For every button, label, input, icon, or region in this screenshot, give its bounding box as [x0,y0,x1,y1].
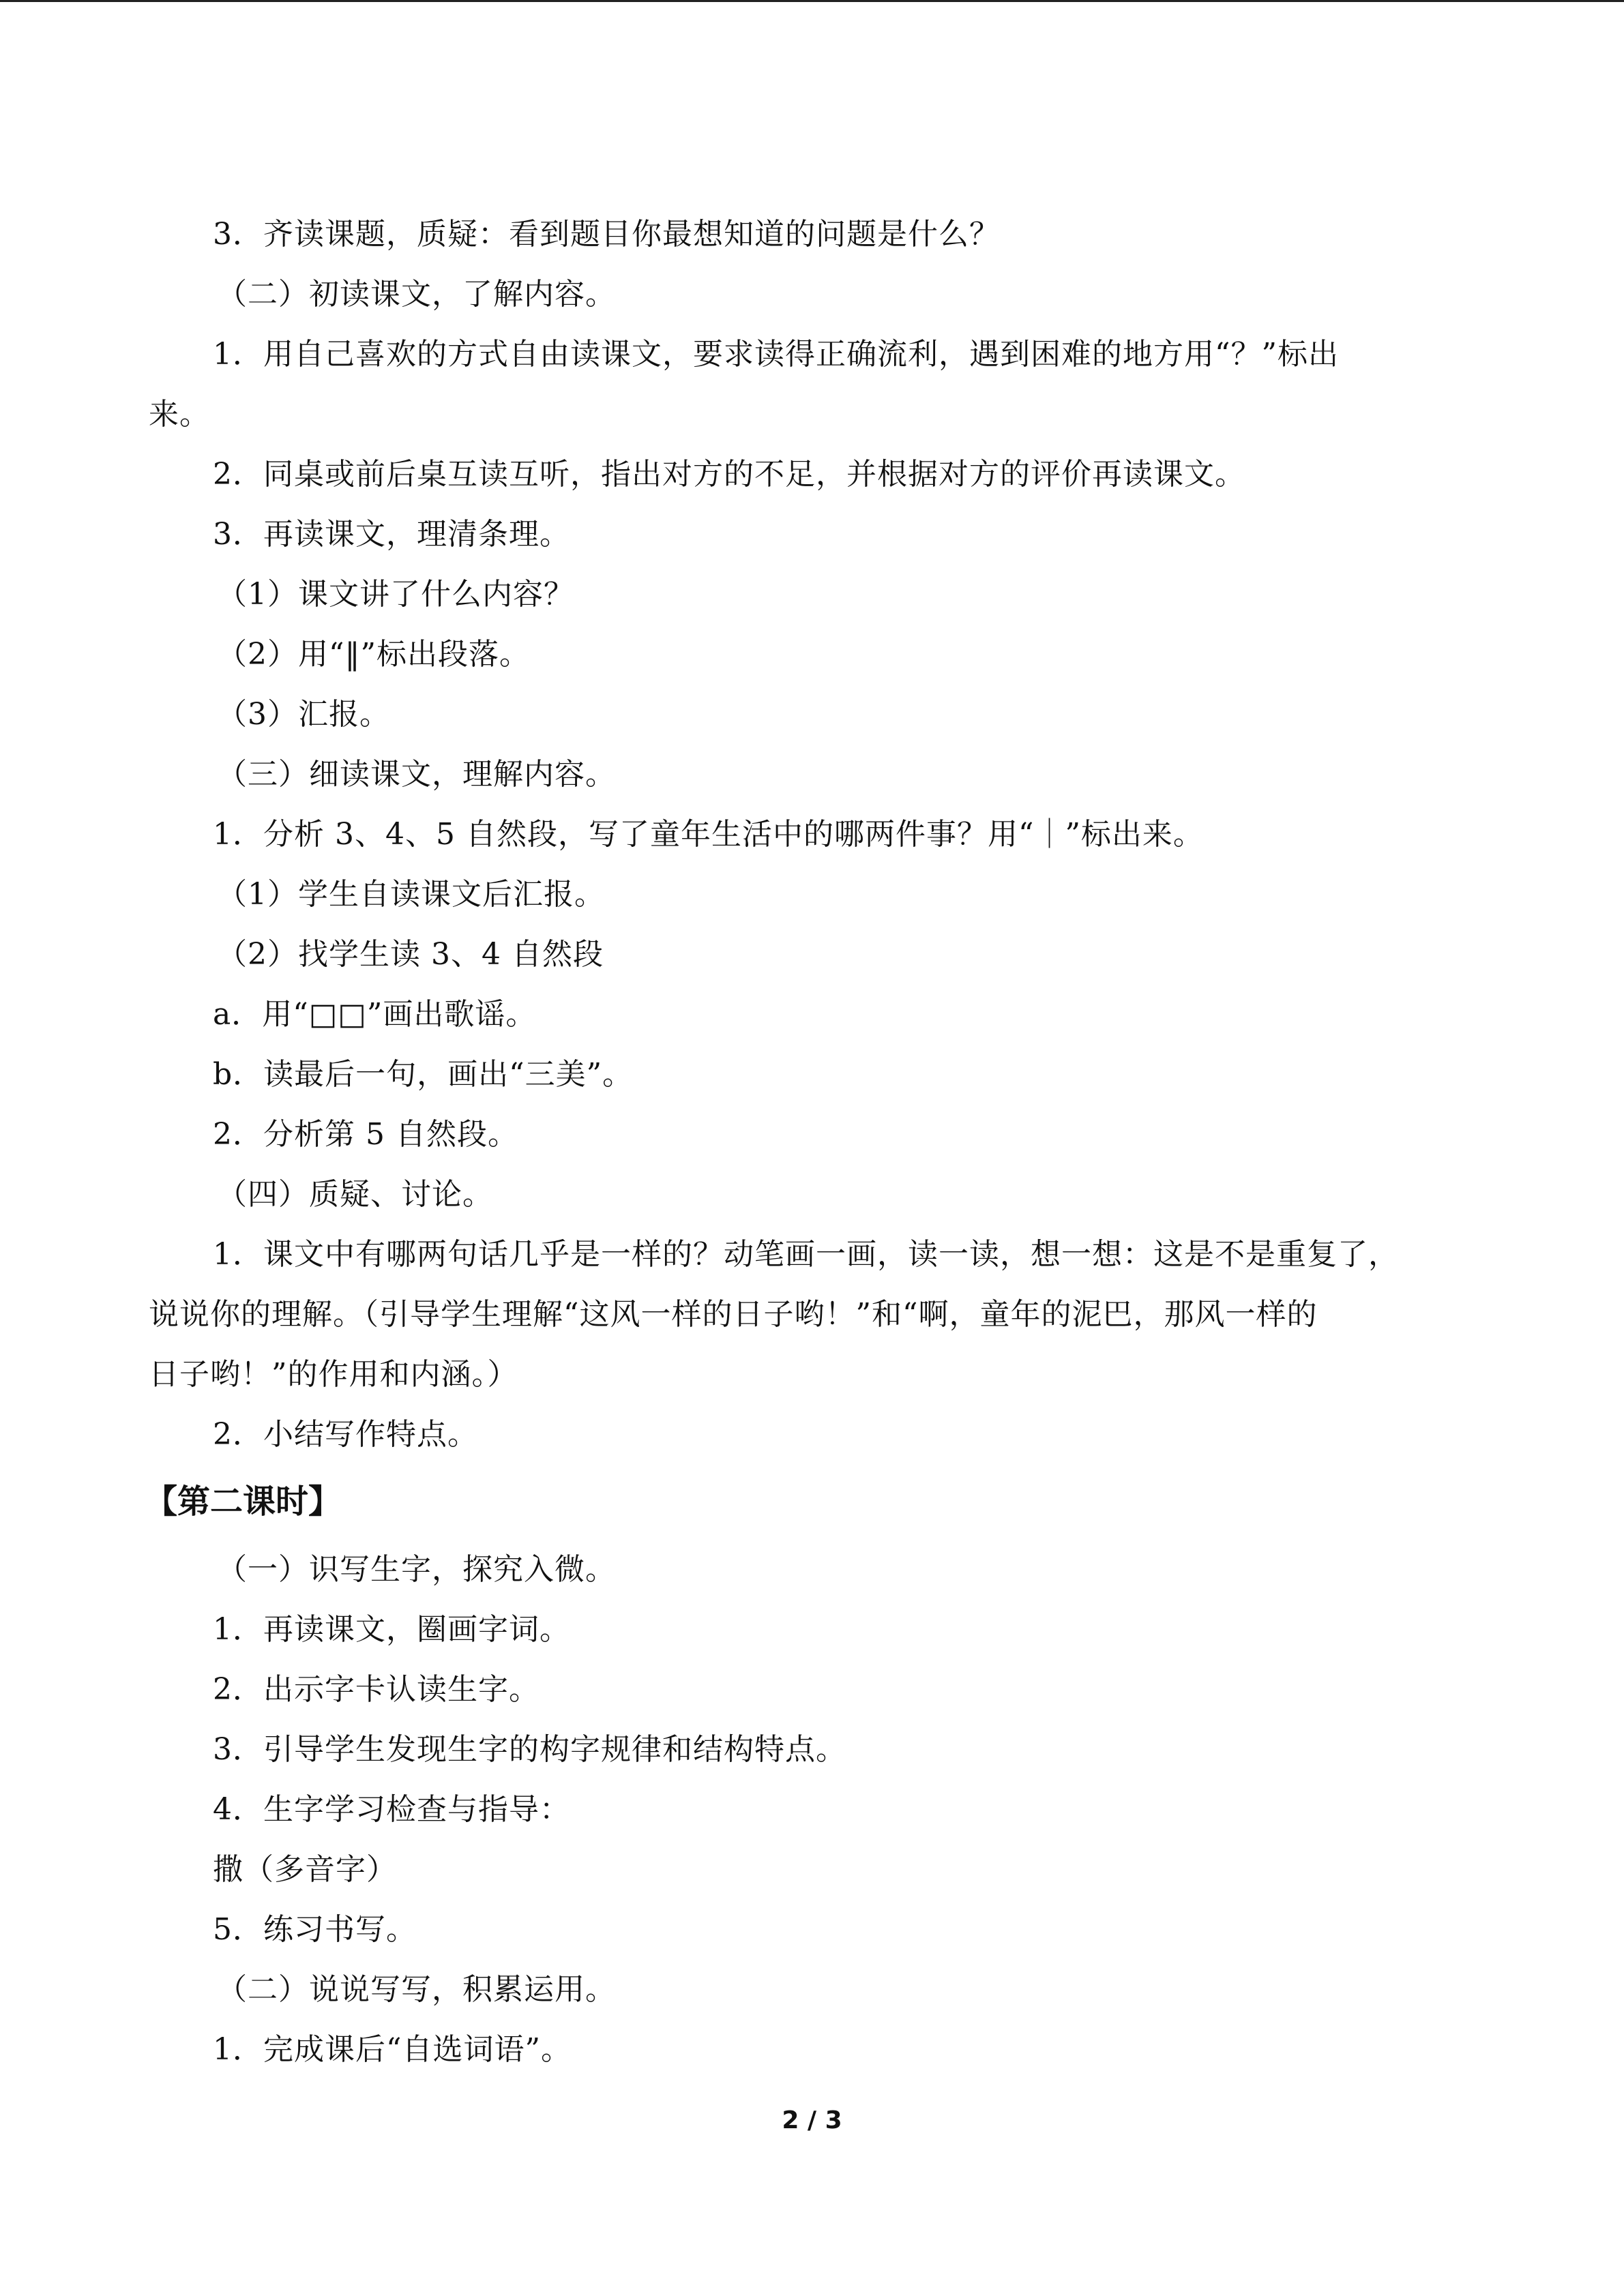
text-line: （3）汇报。 [217,697,390,732]
text-line: 1．再读课文，圈画字词。 [213,1612,570,1647]
text-line: 3．再读课文，理清条理。 [213,517,570,552]
text-line: 2．同桌或前后桌互读互听，指出对方的不足，并根据对方的评价再读课文。 [213,457,1245,492]
subsection-title: （一）识写生字，探究入微。 [217,1552,616,1587]
text-line: （2）用“‖”标出段落。 [217,637,530,672]
text-line: a．用“□□”画出歌谣。 [213,997,537,1032]
text-line: 1．课文中有哪两句话几乎是一样的？动笔画一画，读一读，想一想：这是不是重复了， [213,1237,1399,1272]
text-line-continuation: 来。 [149,397,210,432]
subsection-title: （三）细读课文，理解内容。 [217,757,616,792]
text-line-continuation: 日子哟！”的作用和内涵。） [149,1357,518,1392]
subsection-title: （二）说说写写，积累运用。 [217,1972,616,2007]
text-line: b．读最后一句，画出“三美”。 [213,1057,634,1092]
section-heading: 【第二课时】 [145,1482,342,1521]
text-line: 撒（多音字） [213,1852,397,1887]
text-line: 3．齐读课题，质疑：看到题目你最想知道的问题是什么？ [213,217,1000,252]
subsection-title: （四）质疑、讨论。 [217,1177,493,1212]
text-line: 1．完成课后“自选词语”。 [213,2032,572,2067]
text-line: 1．用自己喜欢的方式自由读课文，要求读得正确流利，遇到困难的地方用“？”标出 [213,337,1339,372]
text-line: （1）课文讲了什么内容？ [217,577,574,612]
page-number: 2 / 3 [782,2106,842,2134]
text-line: 3．引导学生发现生字的构字规律和结构特点。 [213,1732,846,1767]
text-line-continuation: 说说你的理解。（引导学生理解“这风一样的日子哟！”和“啊，童年的泥巴，那风一样的 [149,1297,1318,1332]
text-line: （1）学生自读课文后汇报。 [217,877,605,912]
text-line: （2）找学生读 3、4 自然段 [217,937,604,972]
document-body [145,205,1458,2080]
text-line: 2．小结写作特点。 [213,1417,478,1452]
text-line: 5．练习书写。 [213,1912,417,1947]
subsection-title: （二）初读课文，了解内容。 [217,277,616,312]
page-top-border [0,0,1624,2]
text-line: 2．出示字卡认读生字。 [213,1672,540,1707]
text-line: 4．生字学习检查与指导： [213,1792,570,1827]
text-line: 2．分析第 5 自然段。 [213,1117,518,1152]
text-line: 1．分析 3、4、5 自然段，写了童年生活中的哪两件事？用“｜”标出来。 [213,817,1204,852]
